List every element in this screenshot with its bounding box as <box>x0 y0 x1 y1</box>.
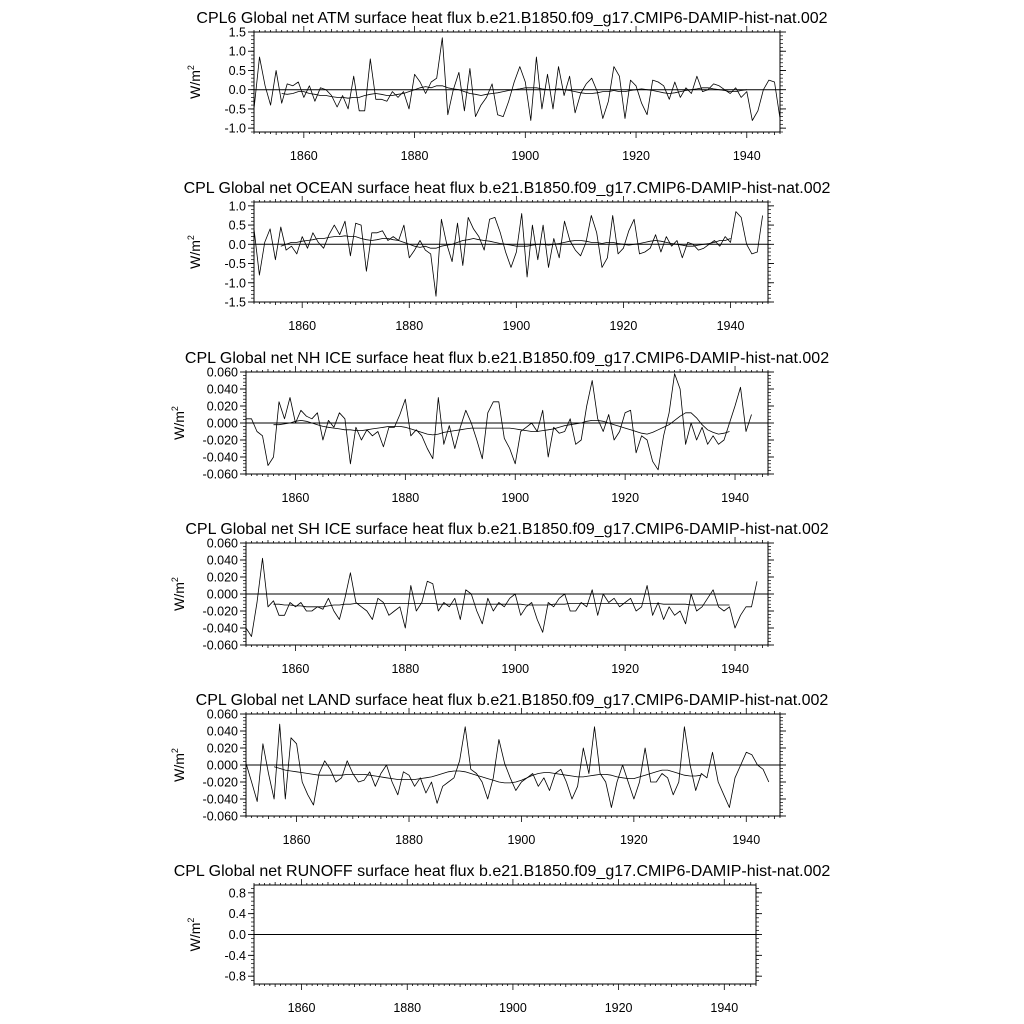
y-axis-label-superscript: 2 <box>170 406 180 412</box>
y-tick-label: -0.4 <box>224 948 246 963</box>
y-tick-label: 0.8 <box>228 886 246 901</box>
y-tick-label: -0.060 <box>202 467 238 482</box>
chart-title: CPL Global net SH ICE surface heat flux b.e21.B1850.f09_g17.CMIP6-DAMIP-hist-nat.002 <box>185 521 829 538</box>
y-tick-label: 0.020 <box>206 399 238 414</box>
y-axis-label-superscript: 2 <box>170 577 180 583</box>
x-tick-label: 1880 <box>400 149 429 163</box>
chart-title: CPL Global net NH ICE surface heat flux b.e21.B1850.f09_g17.CMIP6-DAMIP-hist-nat.002 <box>184 350 830 367</box>
x-tick-label: 1900 <box>499 1001 527 1015</box>
x-tick-label: 1860 <box>281 491 310 505</box>
plot-frame <box>254 32 780 132</box>
x-tick-label: 1940 <box>716 319 745 333</box>
x-tick-label: 1920 <box>611 662 640 676</box>
y-tick-label: 1.0 <box>228 44 246 59</box>
y-tick-label: 0.060 <box>206 536 238 551</box>
y-tick-label: -1.0 <box>224 121 246 136</box>
y-axis-label: $W/m^2$ <box>186 235 203 269</box>
x-tick-label: 1880 <box>391 662 420 676</box>
y-tick-label: -1.0 <box>224 276 246 291</box>
y-tick-label: -0.8 <box>224 969 246 984</box>
y-axis-label-superscript: 2 <box>186 65 196 71</box>
y-tick-label: 1.5 <box>228 25 246 40</box>
chart-panel <box>170 521 829 676</box>
x-tick-label: 1900 <box>501 491 530 505</box>
x-tick-label: 1940 <box>721 491 749 505</box>
y-tick-label: 0.060 <box>206 707 238 722</box>
y-tick-label: 0.040 <box>206 382 238 397</box>
y-tick-label: -0.040 <box>202 621 238 636</box>
y-tick-label: -0.060 <box>202 638 238 653</box>
y-tick-label: 1.0 <box>228 199 246 214</box>
chart-panel <box>170 692 828 847</box>
y-tick-label: 0.0 <box>228 83 246 98</box>
x-tick-label: 1900 <box>502 319 531 333</box>
chart-panel <box>174 863 831 1015</box>
y-tick-label: 0.5 <box>228 218 246 233</box>
x-tick-label: 1920 <box>611 491 640 505</box>
x-tick-label: 1920 <box>609 319 638 333</box>
y-tick-label: -0.040 <box>202 450 238 465</box>
y-axis-label-superscript: 2 <box>186 917 196 923</box>
y-tick-label: -0.5 <box>224 257 246 272</box>
x-tick-label: 1900 <box>511 149 540 163</box>
y-tick-label: 0.000 <box>206 416 238 431</box>
chart-panel <box>170 350 829 505</box>
series-line <box>246 558 757 636</box>
x-tick-label: 1860 <box>282 833 311 847</box>
series-line <box>246 374 752 470</box>
plot-frame <box>254 202 768 302</box>
y-tick-label: 0.040 <box>206 724 238 739</box>
y-tick-label: 0.0 <box>228 237 246 252</box>
x-tick-label: 1880 <box>391 491 420 505</box>
y-tick-label: -0.020 <box>202 433 238 448</box>
y-axis-label-superscript: 2 <box>186 235 196 241</box>
y-tick-label: -1.5 <box>224 295 246 310</box>
x-tick-label: 1880 <box>393 1001 422 1015</box>
chart-title: CPL6 Global net ATM surface heat flux b.e21.B1850.f09_g17.CMIP6-DAMIP-hist-nat.002 <box>196 10 828 27</box>
series-line <box>246 724 769 807</box>
y-tick-label: 0.060 <box>206 365 238 380</box>
y-axis-label: $W/m^2$ <box>170 577 187 611</box>
y-tick-label: 0.040 <box>206 553 238 568</box>
series-line <box>254 38 780 121</box>
y-tick-label: -0.020 <box>202 775 238 790</box>
y-axis-label-superscript: 2 <box>170 748 180 754</box>
series-line <box>254 212 763 297</box>
chart-title: CPL Global net OCEAN surface heat flux b.e21.B1850.f09_g17.CMIP6-DAMIP-hist-nat.002 <box>183 180 831 197</box>
y-tick-label: -0.040 <box>202 792 238 807</box>
x-tick-label: 1900 <box>507 833 536 847</box>
y-tick-label: 0.0 <box>228 928 246 942</box>
y-axis-label: $W/m^2$ <box>170 748 187 782</box>
x-tick-label: 1860 <box>289 149 318 163</box>
x-tick-label: 1920 <box>604 1001 633 1015</box>
y-tick-label: -0.020 <box>202 604 238 619</box>
x-tick-label: 1860 <box>287 1001 316 1015</box>
chart-panel <box>186 10 828 163</box>
y-tick-label: 0.5 <box>228 63 246 78</box>
x-tick-label: 1920 <box>619 833 648 847</box>
x-tick-label: 1860 <box>288 319 317 333</box>
y-tick-label: 0.000 <box>206 587 238 602</box>
y-axis-label: $W/m^2$ <box>186 65 203 99</box>
y-tick-label: 0.000 <box>206 758 238 773</box>
x-tick-label: 1940 <box>721 662 749 676</box>
chart-title: CPL Global net RUNOFF surface heat flux b.e21.B1850.f09_g17.CMIP6-DAMIP-hist-nat.002 <box>173 863 831 880</box>
x-tick-label: 1940 <box>710 1001 739 1015</box>
chart-title: CPL Global net LAND surface heat flux b.e21.B1850.f09_g17.CMIP6-DAMIP-hist-nat.002 <box>195 692 829 709</box>
x-tick-label: 1940 <box>732 149 761 163</box>
x-tick-label: 1880 <box>395 319 424 333</box>
x-tick-label: 1900 <box>501 662 530 676</box>
y-tick-label: 0.4 <box>228 907 246 922</box>
x-tick-label: 1860 <box>281 662 310 676</box>
y-tick-label: -0.060 <box>202 809 238 824</box>
y-tick-label: 0.020 <box>206 570 238 585</box>
chart-panel <box>184 180 831 333</box>
x-tick-label: 1920 <box>622 149 650 163</box>
y-tick-label: -0.5 <box>224 102 246 117</box>
y-axis-label: $W/m^2$ <box>170 406 187 440</box>
x-tick-label: 1880 <box>395 833 423 847</box>
x-tick-label: 1940 <box>732 833 761 847</box>
y-tick-label: 0.020 <box>206 741 238 756</box>
y-axis-label: $W/m^2$ <box>186 917 203 952</box>
